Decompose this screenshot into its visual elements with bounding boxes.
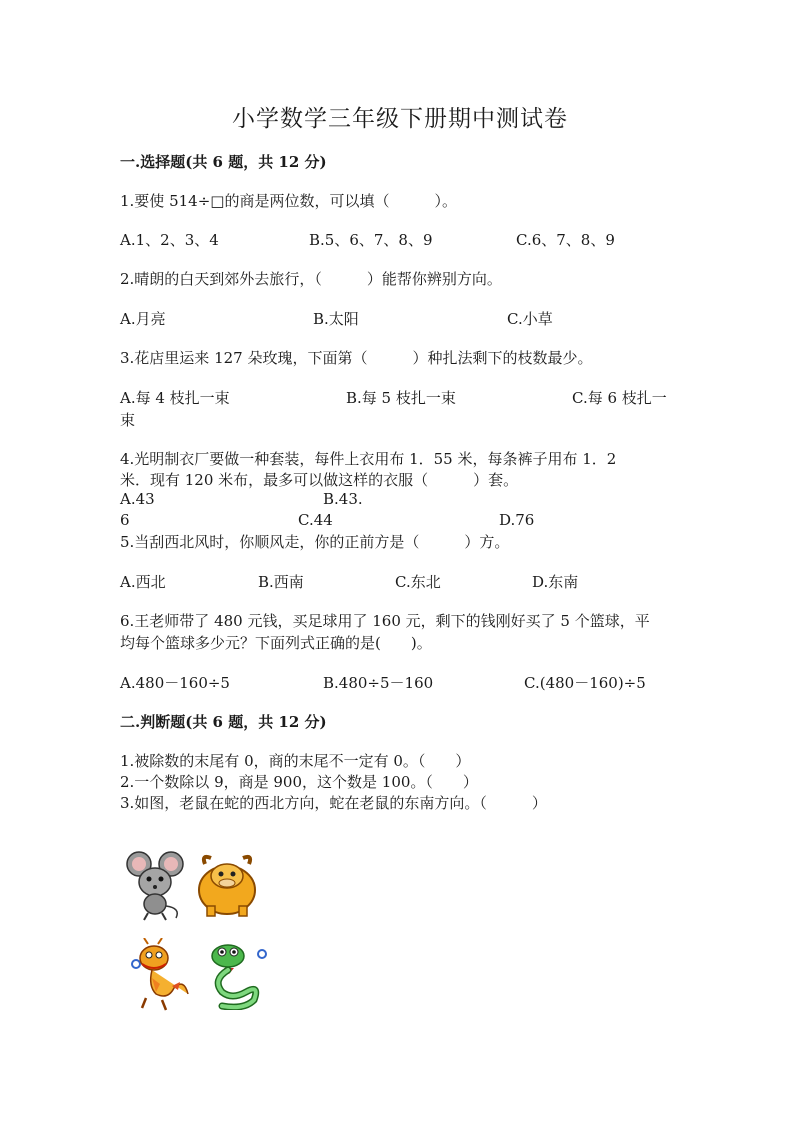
- judgement-3: 3.如图，老鼠在蛇的西北方向，蛇在老鼠的东南方向。（ ）: [120, 794, 547, 812]
- question-6-line2: 均每个篮球多少元？下面列式正确的是( )。: [120, 634, 432, 652]
- q5-option-a: A.西北: [120, 573, 166, 591]
- question-2: 2.晴朗的白天到郊外去旅行，（ ）能帮你辨别方向。: [120, 270, 502, 288]
- mouse-icon: [126, 850, 184, 922]
- ox-icon: [193, 852, 261, 920]
- q4-option-d: D.76: [499, 511, 535, 529]
- q4-option-b-line1: B.43.: [323, 490, 363, 508]
- q2-option-c: C.小草: [507, 310, 553, 328]
- q3-option-c-line2: 束: [120, 411, 136, 429]
- question-4-line2: 米．现有 120 米布，最多可以做这样的衣服（ ）套。: [120, 471, 519, 489]
- dragon-icon: [128, 938, 192, 1012]
- question-4-line1: 4.光明制衣厂要做一种套装，每件上衣用布 1．55 米，每条裤子用布 1．2: [120, 450, 617, 468]
- q1-option-a: A.1、2、3、4: [120, 231, 219, 249]
- section-heading-judgement: 二.判断题(共 6 题，共 12 分): [120, 713, 327, 731]
- question-6-line1: 6.王老师带了 480 元钱，买足球用了 160 元，剩下的钱刚好买了 5 个篮球，平: [120, 612, 650, 630]
- q1-option-b: B.5、6、7、8、9: [309, 231, 433, 249]
- judgement-2: 2.一个数除以 9，商是 900，这个数是 100。（ ）: [120, 773, 478, 791]
- q5-option-b: B.西南: [258, 573, 304, 591]
- q2-option-a: A.月亮: [120, 310, 166, 328]
- section-heading-choice: 一.选择题(共 6 题，共 12 分): [120, 153, 327, 171]
- q1-option-c: C.6、7、8、9: [516, 231, 615, 249]
- snake-icon: [204, 940, 270, 1010]
- q6-option-a: A.480－160÷5: [120, 674, 230, 692]
- q5-option-d: D.东南: [532, 573, 579, 591]
- q3-option-a: A.每 4 枝扎一束: [120, 389, 230, 407]
- question-1: 1.要使 514÷□的商是两位数，可以填（ ）。: [120, 192, 457, 210]
- q3-option-c-line1: C.每 6 枝扎一: [572, 389, 667, 407]
- q5-option-c: C.东北: [395, 573, 441, 591]
- q6-option-c: C.(480－160)÷5: [524, 674, 646, 692]
- q3-option-b: B.每 5 枝扎一束: [346, 389, 456, 407]
- page-title: 小学数学三年级下册期中测试卷: [232, 106, 568, 132]
- q2-option-b: B.太阳: [313, 310, 359, 328]
- q4-option-b-line2: 6: [120, 511, 130, 529]
- q6-option-b: B.480÷5－160: [323, 674, 434, 692]
- q4-option-a: A.43: [120, 490, 155, 508]
- q4-option-c: C.44: [298, 511, 333, 529]
- question-3: 3.花店里运来 127 朵玫瑰，下面第（ ）种扎法剩下的枝数最少。: [120, 349, 593, 367]
- judgement-1: 1.被除数的末尾有 0，商的末尾不一定有 0。（ ）: [120, 752, 471, 770]
- question-5: 5.当刮西北风时，你顺风走，你的正前方是（ ）方。: [120, 533, 510, 551]
